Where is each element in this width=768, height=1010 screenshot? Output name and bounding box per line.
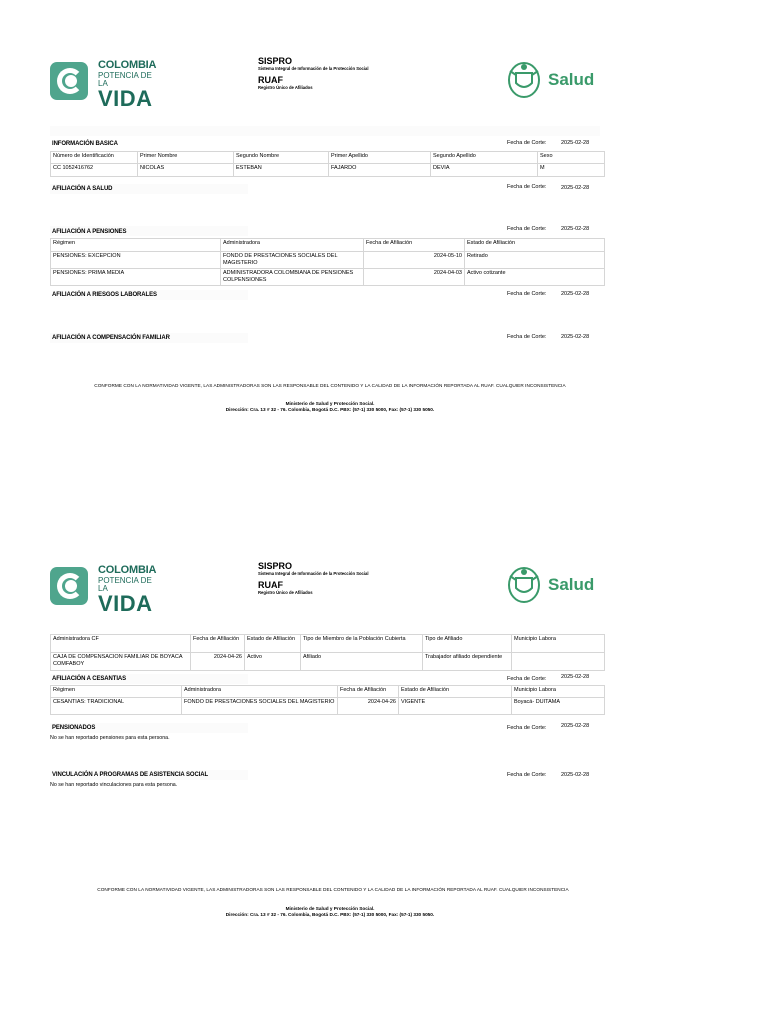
- logo-line-2: POTENCIA DE LA: [98, 576, 152, 593]
- section-title-cesantias: AFILIACIÓN A CESANTIAS: [52, 676, 127, 682]
- sispro-subtitle: Sistema Integral de Información de la Protección Social: [258, 66, 369, 71]
- colombia-mark-icon: [50, 62, 88, 100]
- sispro-ruaf-header: [258, 562, 369, 595]
- ruaf-title: RUAF: [258, 580, 283, 591]
- sispro-title: SISPRO: [258, 561, 293, 571]
- table-row: CESANTIAS: TRADICIONAL FONDO DE PRESTACIONES SOCIALES DEL MAGISTERIO 2024-04-26 VIGENTE Boyacá- DUITAMA: [51, 698, 605, 715]
- salud-logo: [506, 61, 602, 101]
- legal-notice: CONFORME CON LA NORMATIVIDAD VIGENTE, LAS ADMINISTRADORAS SON LAS RESPONSABLE DEL CONTENIDO Y LA CALIDAD DE LA INFORMACIÓN REPORTADA AL RUAF. CUALQUIER INCONSISTENCIA: [94, 383, 566, 388]
- empty-state-note: No se han reportado pensiones para esta persona.: [50, 735, 170, 741]
- fecha-corte: Fecha de Corte: 2025-02-28: [507, 723, 590, 731]
- footer-ministry: Ministerio de Salud y Protección Social.: [285, 906, 375, 911]
- fecha-corte: Fecha de Corte: 2025-02-28: [507, 674, 590, 682]
- section-title-pensionados: PENSIONADOS: [52, 725, 96, 731]
- logo-line-1: COLOMBIA: [98, 564, 157, 576]
- section-title-info-basica: INFORMACIÓN BASICA: [52, 141, 118, 147]
- ruaf-subtitle: Registro Único de Afiliados: [258, 85, 313, 91]
- colombia-potencia-vida-logo: [50, 564, 162, 616]
- section-title-riesgos: AFILIACIÓN A RIESGOS LABORALES: [52, 292, 157, 298]
- logo-line-3: VIDA: [98, 86, 153, 111]
- fecha-corte: Fecha de Corte: 2025-02-28: [507, 291, 590, 297]
- sispro-subtitle: Sistema Integral de Información de la Protección Social: [258, 571, 369, 576]
- table-header-row: Régimen Administradora Fecha de Afiliación Estado de Afiliación Municipio Labora: [51, 686, 605, 698]
- pensiones-table: [50, 238, 605, 286]
- fecha-corte: Fecha de Corte: 2025-02-28: [507, 334, 590, 340]
- document-page-2: [0, 505, 768, 1010]
- coat-of-arms-icon: [506, 566, 542, 604]
- empty-state-note: No se han reportado vinculaciones para esta persona.: [50, 782, 178, 788]
- section-title-pensiones: AFILIACIÓN A PENSIONES: [52, 229, 127, 235]
- salud-wordmark: Salud: [548, 575, 595, 594]
- footer-address: Dirección: Cra. 13 # 32 - 76. Colombia, Bogotá D.C. PBX: (57-1) 330 5000, Fax: (57-1) 330 5050.: [225, 406, 435, 412]
- legal-notice: CONFORME CON LA NORMATIVIDAD VIGENTE, LAS ADMINISTRADORAS SON LAS RESPONSABLE DEL CONTENIDO Y LA CALIDAD DE LA INFORMACIÓN REPORTADA AL RUAF. CUALQUIER INCONSISTENCIA: [97, 887, 569, 892]
- compensacion-table: [50, 634, 605, 671]
- cesantias-table: [50, 685, 605, 715]
- table-header-row: Régimen Administradora Fecha de Afiliación Estado de Afiliación: [51, 239, 605, 252]
- fecha-corte: Fecha de Corte: 2025-02-28: [507, 140, 590, 146]
- section-title-compensacion: AFILIACIÓN A COMPENSACIÓN FAMILIAR: [52, 335, 170, 341]
- info-basica-table: [50, 151, 605, 177]
- table-header-row: Administradora CF Fecha de Afiliación Estado de Afiliación Tipo de Miembro de la Población Cubierta Tipo de Afiliado Municipio Labora: [51, 635, 605, 653]
- table-row: PENSIONES: PRIMA MEDIA ADMINISTRADORA COLOMBIANA DE PENSIONES COLPENSIONES 2024-04-03 Activo cotizante: [51, 269, 605, 286]
- table-header-row: Número de Identificación Primer Nombre Segundo Nombre Primer Apellido Segundo Apellido Sexo: [51, 152, 605, 164]
- colombia-mark-icon: [50, 567, 88, 605]
- footer: [0, 401, 660, 413]
- footer: [0, 906, 660, 918]
- logo-line-1: COLOMBIA: [98, 59, 157, 71]
- salud-wordmark: Salud: [548, 70, 595, 89]
- section-title-salud: AFILIACIÓN A SALUD: [52, 186, 113, 192]
- salud-logo: [506, 566, 602, 606]
- sispro-ruaf-header: [258, 57, 369, 90]
- footer-ministry: Ministerio de Salud y Protección Social.: [285, 401, 375, 406]
- ruaf-subtitle: Registro Único de Afiliados: [258, 590, 313, 596]
- table-row: PENSIONES: EXCEPCION FONDO DE PRESTACIONES SOCIALES DEL MAGISTERIO 2024-05-10 Retirado: [51, 252, 605, 269]
- section-title-asistencia-social: VINCULACIÓN A PROGRAMAS DE ASISTENCIA SOCIAL: [52, 772, 209, 778]
- logo-line-3: VIDA: [98, 591, 153, 616]
- colombia-potencia-vida-logo: [50, 59, 162, 111]
- footer-address: Dirección: Cra. 13 # 32 - 76. Colombia, Bogotá D.C. PBX: (57-1) 330 5000, Fax: (57-1) 330 5050.: [225, 911, 435, 917]
- fecha-corte: Fecha de Corte: 2025-02-28: [507, 772, 590, 778]
- table-row: CAJA DE COMPENSACION FAMILIAR DE BOYACA COMFABOY 2024-04-26 Activo Afiliado Trabajador afiliado dependiente: [51, 653, 605, 671]
- sispro-title: SISPRO: [258, 56, 293, 66]
- logo-line-2: POTENCIA DE LA: [98, 71, 152, 88]
- ruaf-title: RUAF: [258, 75, 283, 86]
- coat-of-arms-icon: [506, 61, 542, 99]
- table-row: CC 1052416762 NICOLAS ESTEBAN FAJARDO DEVIA M: [51, 164, 605, 177]
- fecha-corte: Fecha de Corte: 2025-02-28: [507, 226, 590, 232]
- fecha-corte: Fecha de Corte: 2025-02-28: [507, 184, 590, 191]
